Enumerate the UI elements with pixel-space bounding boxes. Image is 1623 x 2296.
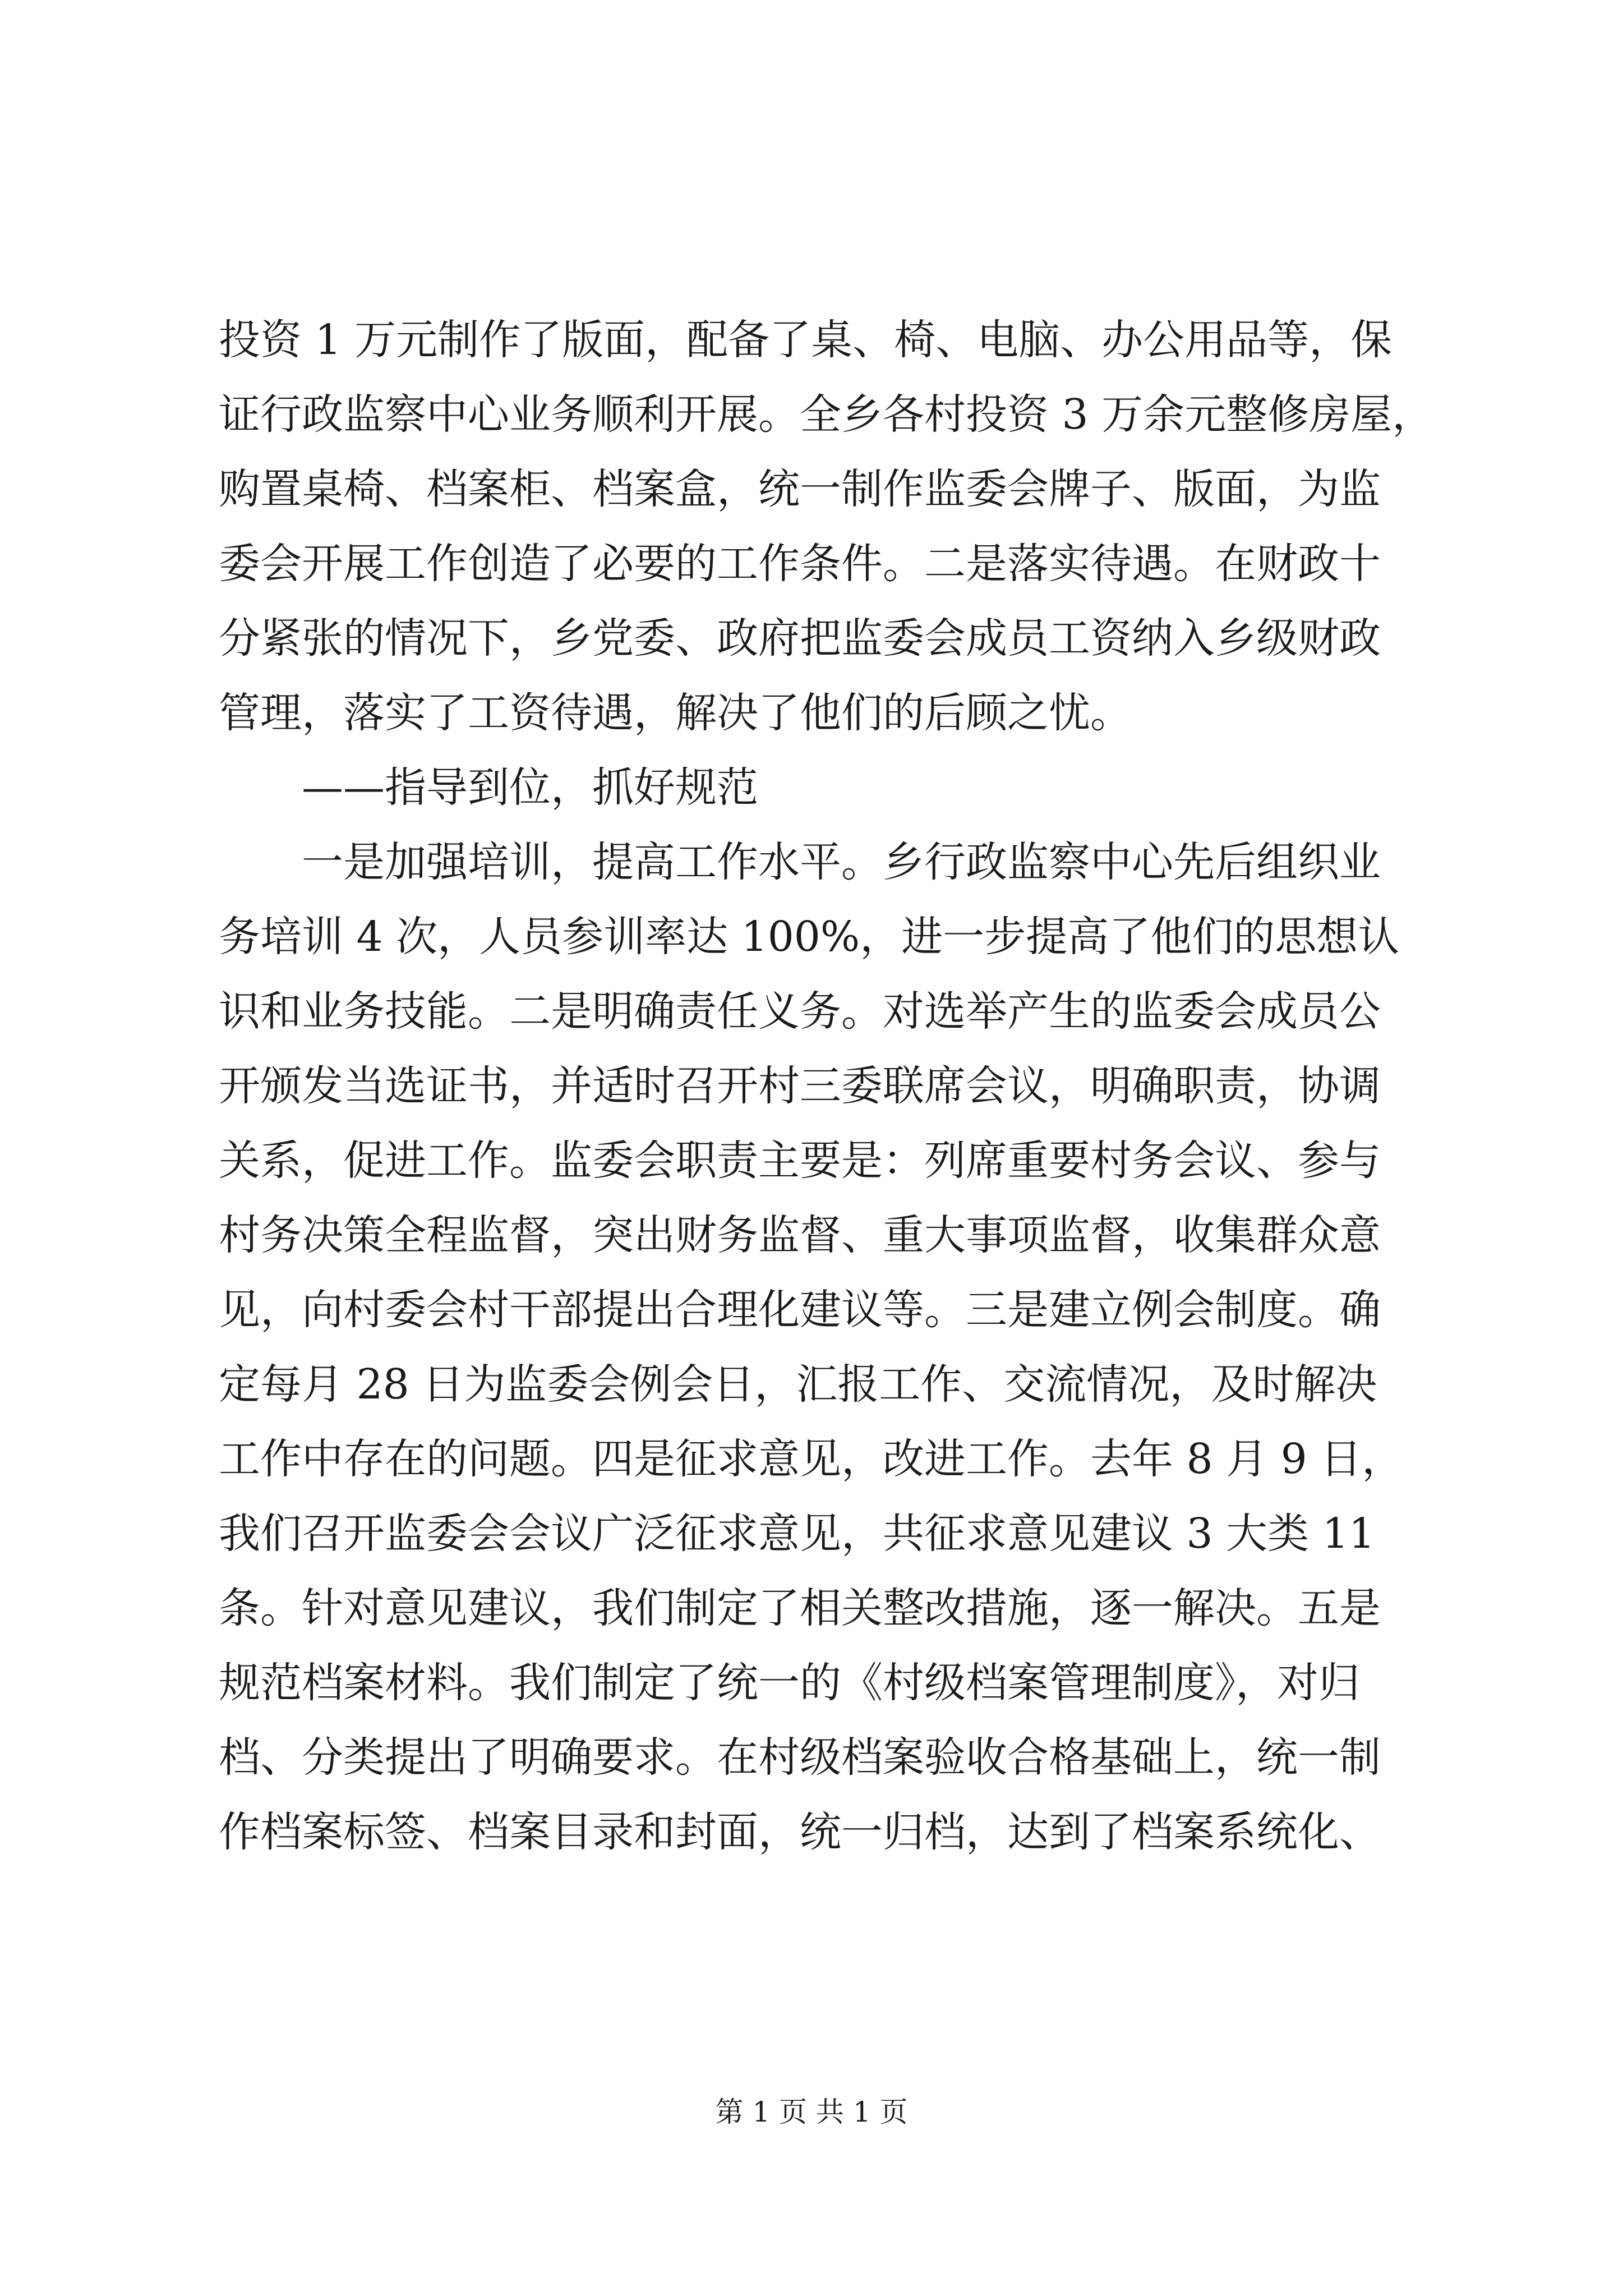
text-line: 投资 1 万元制作了版面，配备了桌、椅、电脑、办公用品等，保: [219, 316, 1393, 364]
text-line: 购置桌椅、档案柜、档案盒，统一制作监委会牌子、版面，为监: [219, 465, 1381, 513]
text-line: 条。针对意见建议，我们制定了相关整改措施，逐一解决。五是: [219, 1584, 1381, 1632]
text-line: 工作中存在的问题。四是征求意见，改进工作。去年 8 月 9 日，: [219, 1435, 1404, 1483]
text-line: 村务决策全程监督，突出财务监督、重大事项监督，收集群众意: [219, 1211, 1381, 1259]
section-heading: ——指导到位，抓好规范: [302, 763, 758, 812]
text-line: 识和业务技能。二是明确责任义务。对选举产生的监委会成员公: [219, 987, 1381, 1036]
text-line: 关系，促进工作。监委会职责主要是：列席重要村务会议、参与: [219, 1137, 1381, 1185]
text-line: 务培训 4 次，人员参训率达 100%，进一步提高了他们的思想认: [219, 913, 1400, 961]
text-line: 管理，落实了工资待遇，解决了他们的后顾之忧。: [219, 689, 1132, 737]
text-line: 定每月 28 日为监委会例会日，汇报工作、交流情况，及时解决: [219, 1360, 1377, 1409]
page-footer: 第 1 页 共 1 页: [715, 2096, 908, 2128]
document-body: [219, 303, 1434, 1870]
text-line: 见，向村委会村干部提出合理化建议等。三是建立例会制度。确: [219, 1286, 1381, 1334]
text-line: 委会开展工作创造了必要的工作条件。二是落实待遇。在财政十: [219, 540, 1381, 588]
text-line: 档、分类提出了明确要求。在村级档案验收合格基础上，统一制: [219, 1733, 1381, 1782]
text-line: 分紧张的情况下，乡党委、政府把监委会成员工资纳入乡级财政: [219, 614, 1381, 662]
text-line: 我们召开监委会会议广泛征求意见，共征求意见建议 3 大类 11: [219, 1510, 1375, 1558]
text-line: 规范档案材料。我们制定了统一的《村级档案管理制度》，对归: [219, 1659, 1360, 1707]
text-line: 一是加强培训，提高工作水平。乡行政监察中心先后组织业: [302, 838, 1381, 886]
text-line: 开颁发当选证书，并适时召开村三委联席会议，明确职责，协调: [219, 1062, 1381, 1110]
text-line: 证行政监察中心业务顺利开展。全乡各村投资 3 万余元整修房屋，: [219, 390, 1434, 439]
text-line: 作档案标签、档案目录和封面，统一归档，达到了档案系统化、: [219, 1808, 1381, 1856]
